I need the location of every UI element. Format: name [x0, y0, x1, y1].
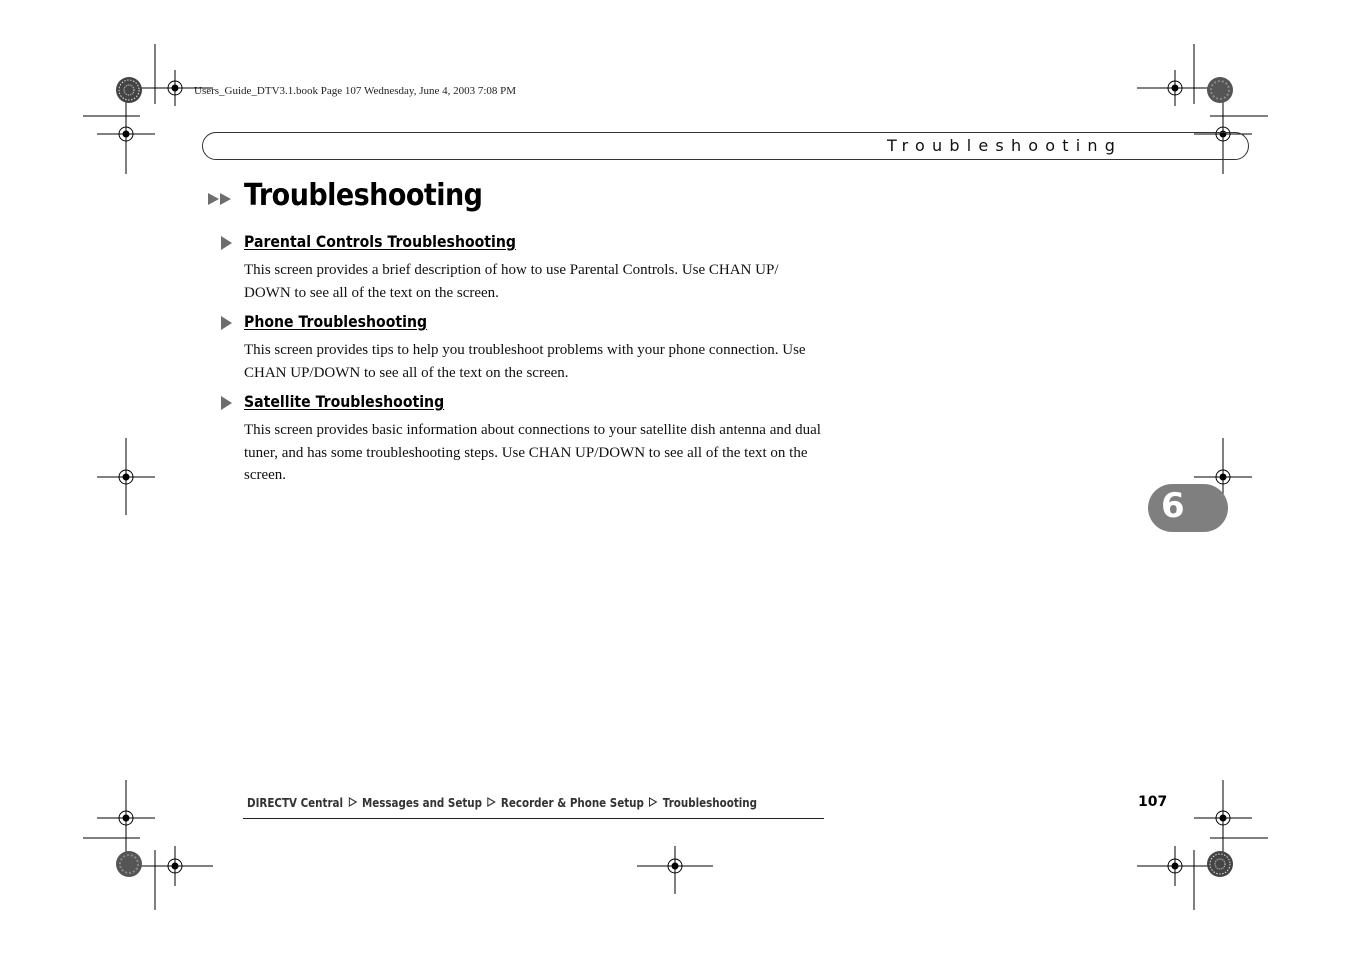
- arrow-icon: [221, 236, 233, 250]
- breadcrumb-item: Recorder & Phone Setup: [500, 796, 644, 810]
- color-bar-icon: [116, 851, 142, 877]
- breadcrumb-item: DIRECTV Central: [247, 796, 344, 810]
- registration-mark-icon: [97, 438, 155, 515]
- registration-mark-icon: [97, 96, 155, 174]
- color-bar-icon: [116, 77, 142, 103]
- chapter-number: 6: [1161, 486, 1185, 526]
- page-title: Troubleshooting: [244, 178, 483, 213]
- chapter-tab: [1148, 484, 1228, 532]
- arrow-icon: [348, 797, 357, 807]
- running-head: Troubleshooting: [887, 136, 1123, 155]
- section-heading-phone: Phone Troubleshooting: [244, 312, 428, 331]
- arrow-icon: [221, 316, 233, 330]
- breadcrumb-item: Messages and Setup: [361, 796, 483, 810]
- registration-mark-icon: [1194, 780, 1252, 857]
- section-body-phone: This screen provides tips to help you troubleshoot problems with your phone connection. Use CHAN UP/DOWN to see all of the text on the screen.: [244, 342, 806, 381]
- color-bar-icon: [1207, 851, 1233, 877]
- slug-line: Users_Guide_DTV3.1.book Page 107 Wednesday, June 4, 2003 7:08 PM: [194, 85, 517, 97]
- section-body-parental-controls: This screen provides a brief description of how to use Parental Controls. Use CHAN UP/ DOWN to see all of the text on the screen.: [244, 262, 779, 301]
- registration-mark-icon: [1137, 846, 1213, 886]
- section-body-satellite: This screen provides basic information about connections to your satellite dish antenna and dual tuner, and has some troubleshooting steps. Use CHAN UP/DOWN to see all of the text on the screen.: [244, 422, 821, 483]
- registration-mark-icon: [637, 846, 713, 894]
- page-number: 107: [1138, 794, 1168, 810]
- registration-mark-icon: [97, 780, 155, 857]
- registration-mark-icon: [137, 846, 213, 886]
- arrow-icon: [649, 797, 658, 807]
- section-heading-parental-controls: Parental Controls Troubleshooting: [244, 232, 516, 251]
- footer-rule: [243, 818, 824, 819]
- double-arrow-icon: [208, 192, 234, 206]
- breadcrumb: [247, 796, 757, 810]
- arrow-icon: [221, 396, 233, 410]
- breadcrumb-item: Troubleshooting: [662, 796, 758, 810]
- arrow-icon: [487, 797, 496, 807]
- section-heading-satellite: Satellite Troubleshooting: [244, 392, 445, 411]
- color-bar-icon: [1207, 77, 1233, 103]
- registration-mark-icon: [1137, 70, 1213, 106]
